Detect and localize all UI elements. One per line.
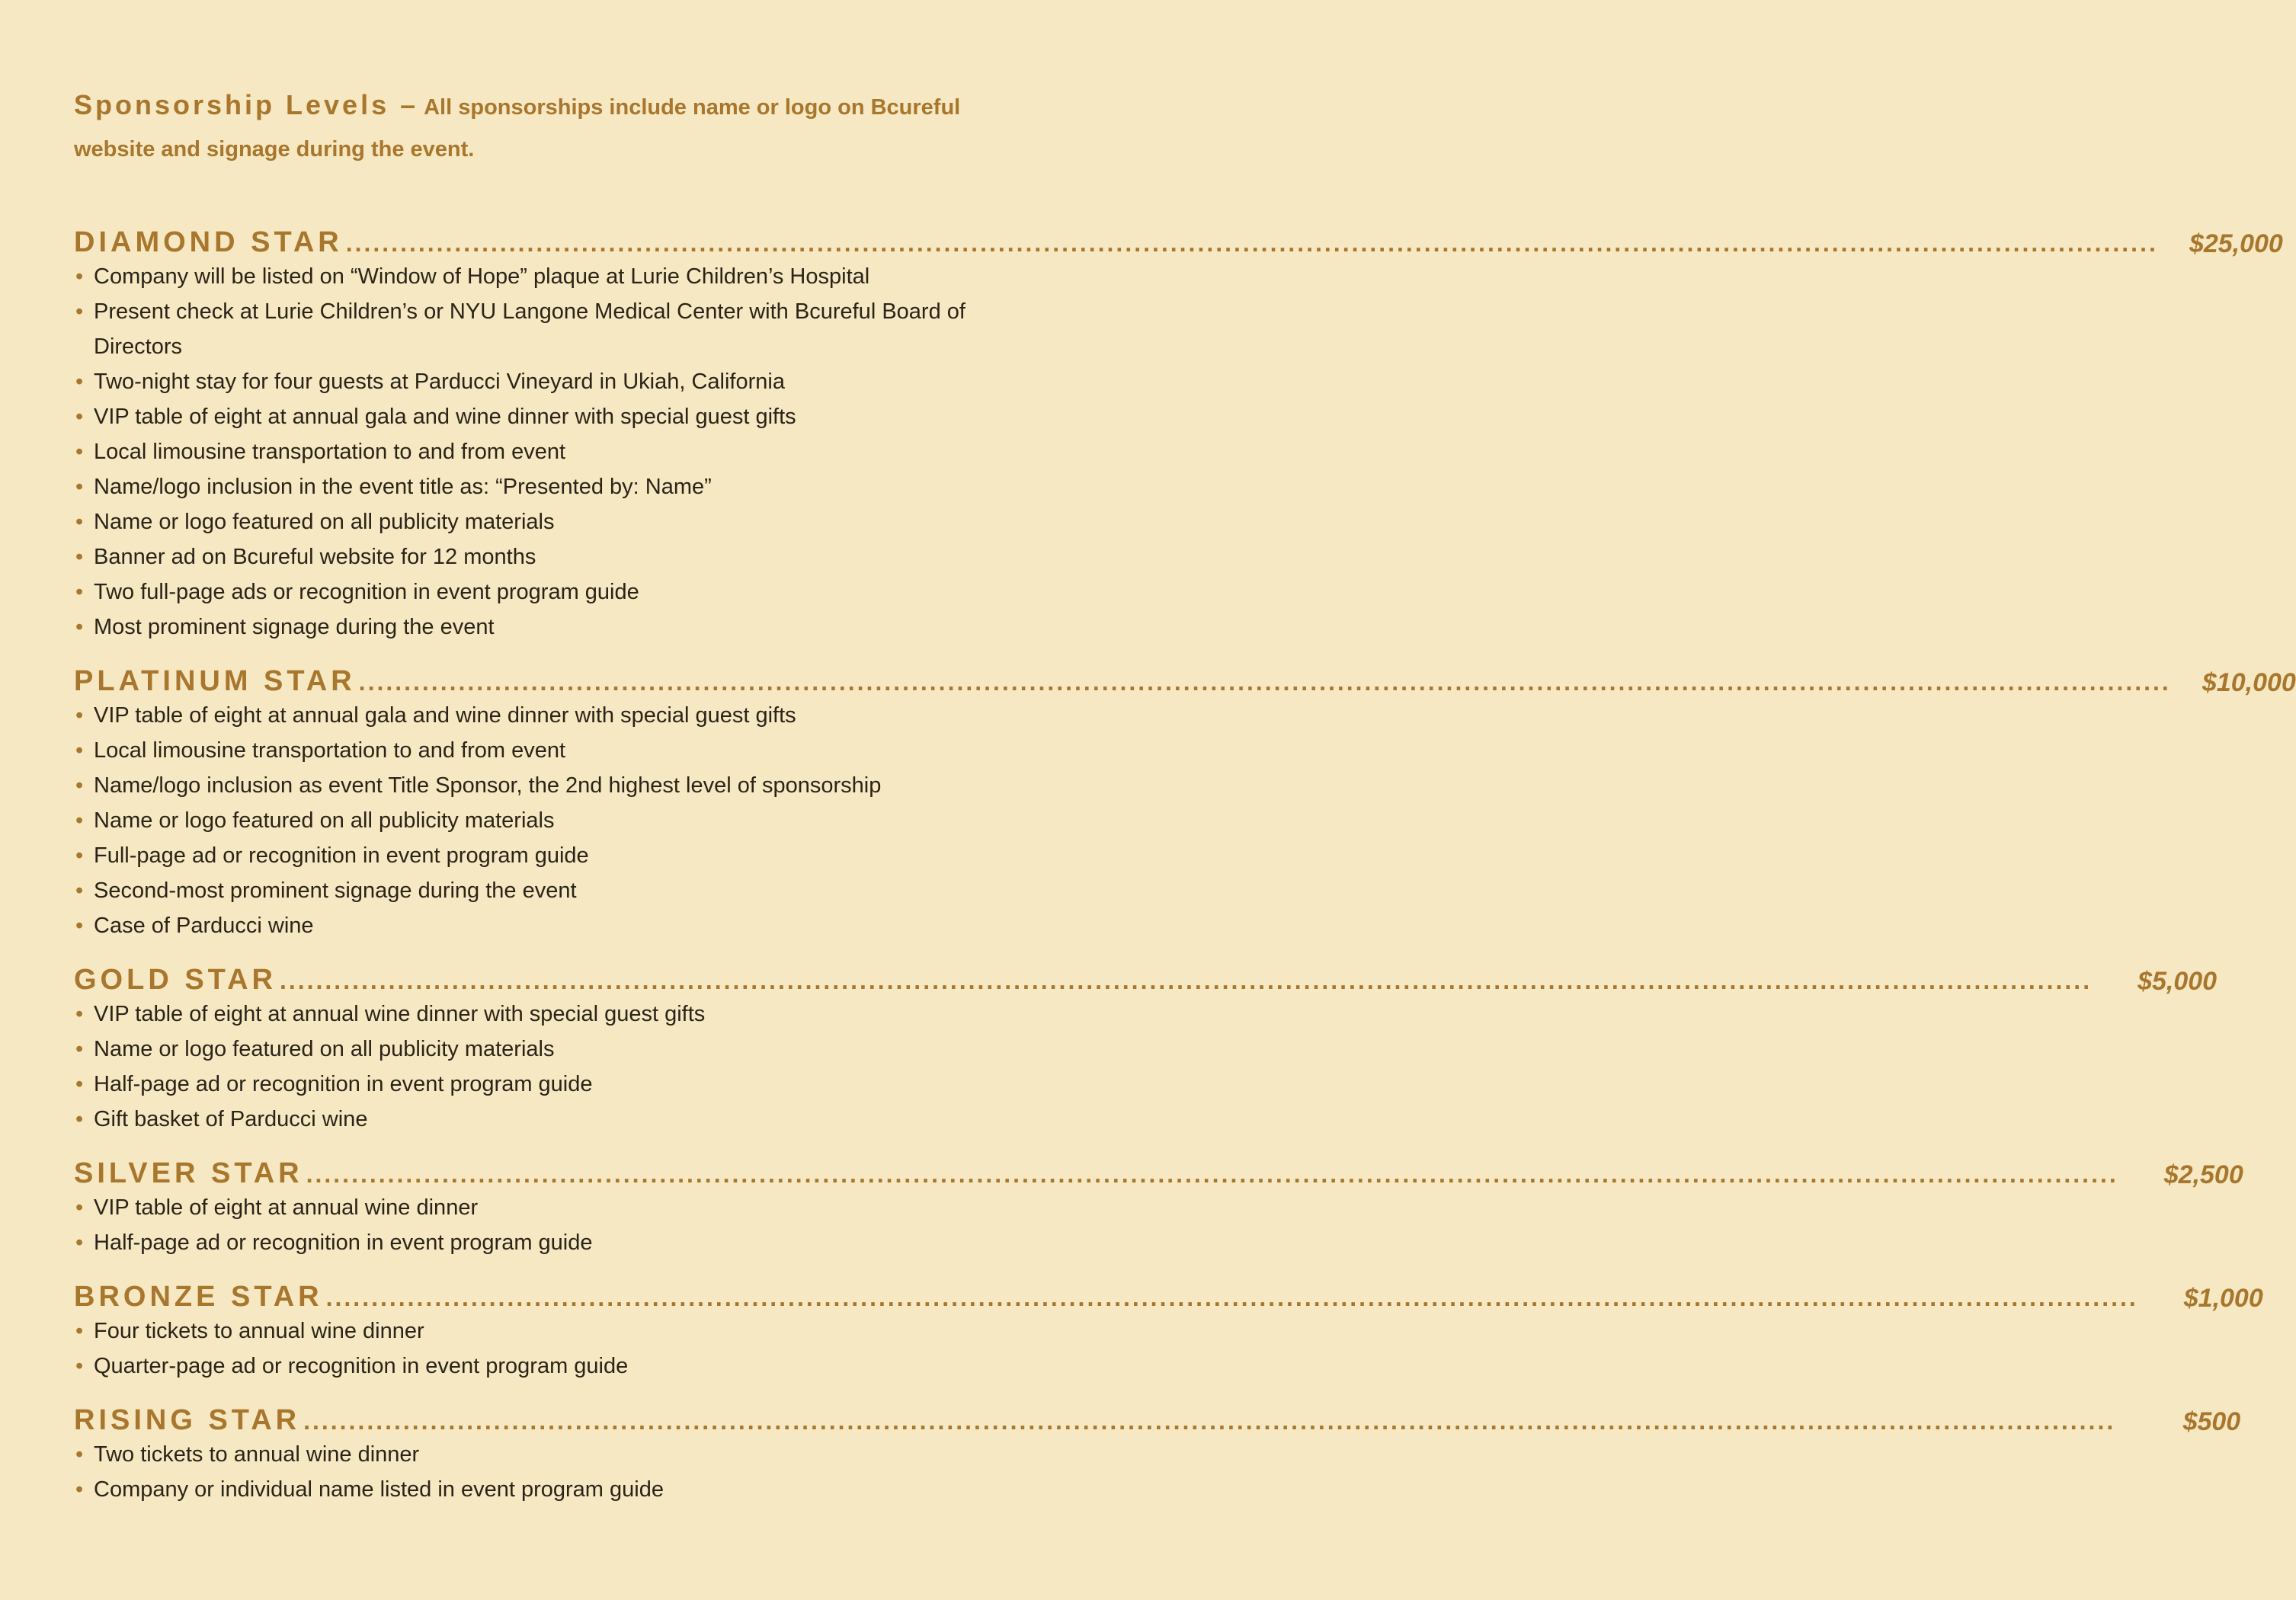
level-price: $25,000: [2189, 229, 2283, 258]
benefit-item: • Gift basket of Parducci wine: [74, 1102, 1023, 1137]
benefit-item: • Name/logo inclusion as event Title Sponsor, the 2nd highest level of sponsorship: [74, 768, 1023, 803]
benefit-item: • Two tickets to annual wine dinner: [74, 1437, 1023, 1472]
level-platinum-star: [74, 655, 2296, 943]
level-name: RISING STAR: [74, 1404, 301, 1436]
page-title: Sponsorship Levels –: [74, 89, 419, 120]
benefit-item: • Present check at Lurie Children’s or NYU Langone Medical Center with Bcureful Board of Directors: [74, 294, 1023, 364]
benefit-item: • VIP table of eight at annual wine dinner with special guest gifts: [74, 997, 1023, 1032]
dot-leader: ........................................................................................................................................................................................................: [325, 1284, 2138, 1311]
benefit-item: • Company will be listed on “Window of Hope” plaque at Lurie Children’s Hospital: [74, 259, 1023, 294]
benefit-item: • VIP table of eight at annual wine dinner: [74, 1190, 1023, 1225]
benefit-item: • Full-page ad or recognition in event program guide: [74, 838, 1023, 873]
benefit-list: [74, 997, 1023, 1137]
level-price: $5,000: [2137, 967, 2218, 996]
benefit-item: • Two full-page ads or recognition in event program guide: [74, 574, 1023, 610]
level-header: [74, 1271, 2263, 1314]
benefit-item: • Quarter-page ad or recognition in event program guide: [74, 1349, 1023, 1384]
benefit-item: • Second-most prominent signage during the event: [74, 873, 1023, 908]
level-diamond-star: [74, 216, 2283, 645]
level-gold-star: [74, 954, 2218, 1137]
dot-leader: ........................................................................................................................................................................................................: [306, 1160, 2118, 1188]
benefit-list: [74, 1437, 1023, 1507]
benefit-list: [74, 698, 1023, 943]
level-name: SILVER STAR: [74, 1157, 303, 1189]
sponsorship-page: [74, 84, 2296, 1518]
dot-leader: ........................................................................................................................................................................................................: [303, 1407, 2116, 1435]
level-header: [74, 216, 2283, 259]
intro-text: All sponsorships include name or logo on Bcureful website and signage during the event.: [74, 95, 961, 162]
benefit-list: [74, 259, 1023, 645]
level-rising-star: [74, 1394, 2241, 1507]
benefit-item: • Name or logo featured on all publicity materials: [74, 504, 1023, 539]
benefit-item: • Two-night stay for four guests at Parducci Vineyard in Ukiah, California: [74, 364, 1023, 399]
level-header: [74, 954, 2218, 997]
level-header: [74, 1394, 2241, 1437]
level-price: $1,000: [2183, 1284, 2263, 1313]
benefit-item: • VIP table of eight at annual gala and wine dinner with special guest gifts: [74, 399, 1023, 434]
benefit-item: • Case of Parducci wine: [74, 908, 1023, 943]
benefit-item: • Half-page ad or recognition in event program guide: [74, 1225, 1023, 1260]
benefit-item: • Name or logo featured on all publicity materials: [74, 1032, 1023, 1067]
benefit-item: • Banner ad on Bcureful website for 12 months: [74, 539, 1023, 574]
level-silver-star: [74, 1147, 2243, 1260]
level-price: $2,500: [2163, 1160, 2243, 1189]
benefit-item: • Company or individual name listed in event program guide: [74, 1472, 1023, 1507]
dot-leader: ........................................................................................................................................................................................................: [345, 229, 2158, 257]
level-header: [74, 655, 2296, 698]
benefit-item: • Local limousine transportation to and from event: [74, 434, 1023, 469]
level-name: BRONZE STAR: [74, 1281, 323, 1313]
benefit-item: • Four tickets to annual wine dinner: [74, 1314, 1023, 1349]
level-bronze-star: [74, 1271, 2263, 1384]
sponsorship-levels: [74, 216, 2296, 1507]
intro-paragraph: [74, 84, 1023, 171]
benefit-item: • Most prominent signage during the event: [74, 610, 1023, 645]
benefit-item: • Name or logo featured on all publicity materials: [74, 803, 1023, 838]
benefit-item: • Name/logo inclusion in the event title as: “Presented by: Name”: [74, 469, 1023, 504]
level-price: $500: [2182, 1407, 2241, 1436]
benefit-item: • Half-page ad or recognition in event program guide: [74, 1067, 1023, 1102]
level-name: DIAMOND STAR: [74, 226, 343, 258]
benefit-list: [74, 1314, 1023, 1384]
level-header: [74, 1147, 2243, 1190]
benefit-item: • VIP table of eight at annual gala and wine dinner with special guest gifts: [74, 698, 1023, 733]
benefit-list: [74, 1190, 1023, 1260]
level-name: PLATINUM STAR: [74, 665, 356, 697]
dot-leader: ........................................................................................................................................................................................................: [358, 668, 2171, 696]
level-name: GOLD STAR: [74, 964, 277, 996]
level-price: $10,000: [2202, 668, 2296, 697]
benefit-item: • Local limousine transportation to and from event: [74, 733, 1023, 768]
dot-leader: ........................................................................................................................................................................................................: [279, 967, 2093, 994]
